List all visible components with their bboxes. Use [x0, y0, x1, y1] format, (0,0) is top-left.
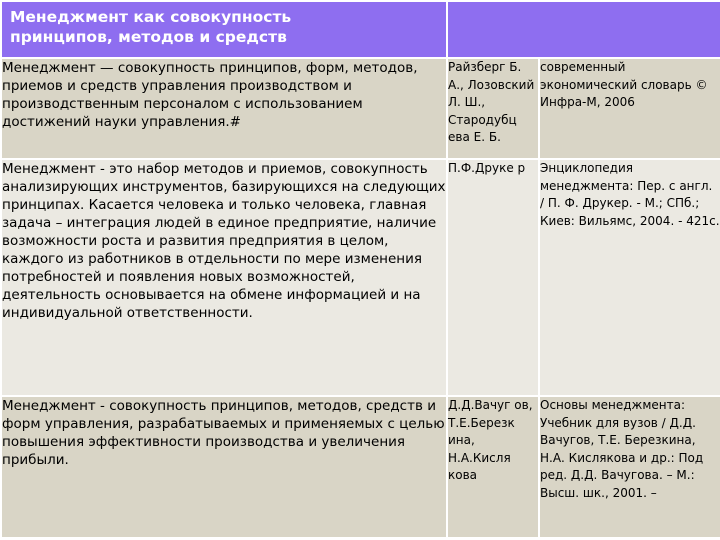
table-row [1, 396, 720, 538]
source-cell: Основы менеджмента: Учебник для вузов / Д.Д. Вачугов, Т.Е. Березкина, Н.А. Кислякова и др.: Под ред. Д.Д. Вачугова. – М.: Высш. шк., 2001. – [539, 396, 720, 538]
table-title-line-1: Менеджмент как совокупность [10, 8, 292, 26]
author-cell: Д.Д.Вачуг ов, Т.Е.Березк ина, Н.А.Кисля кова [447, 396, 539, 538]
table-title-cell [1, 1, 447, 58]
definition-cell: Менеджмент - это набор методов и приемов, совокупность анализирующих инструментов, базирующихся на следующих принципах. Касается человека и только человека, главная задача – интеграция людей в единое предприятие, наличие возможности роста и развития предприятия в целом, каждого из работников в отдельности по мере изменения потребностей и появления новых возможностей, деятельность основывается на обмене информацией и на индивидуальной ответственности. [1, 159, 447, 396]
source-cell: Энциклопедия менеджмента: Пер. с англ. / П. Ф. Друкер. - М.; СПб.; Киев: Вильямс, 2004. - 421с. [539, 159, 720, 396]
author-cell: Райзберг Б. А., Лозовский Л. Ш., Стародубц ева Е. Б. [447, 58, 539, 159]
table-row [1, 58, 720, 159]
definition-cell: Менеджмент — совокупность принципов, форм, методов, приемов и средств управления производством и производственным персоналом с использованием достижений науки управления.# [1, 58, 447, 159]
author-cell: П.Ф.Друке р [447, 159, 539, 396]
source-cell: современный экономический словарь © Инфра-М, 2006 [539, 58, 720, 159]
table-title-line-2: принципов, методов и средств [10, 28, 287, 46]
header-row [1, 1, 720, 58]
header-empty-cell [447, 1, 720, 58]
table-row [1, 159, 720, 396]
definition-cell: Менеджмент - совокупность принципов, методов, средств и форм управления, разрабатываемых и применяемых с целью повышения эффективности производства и увеличения прибыли. [1, 396, 447, 538]
